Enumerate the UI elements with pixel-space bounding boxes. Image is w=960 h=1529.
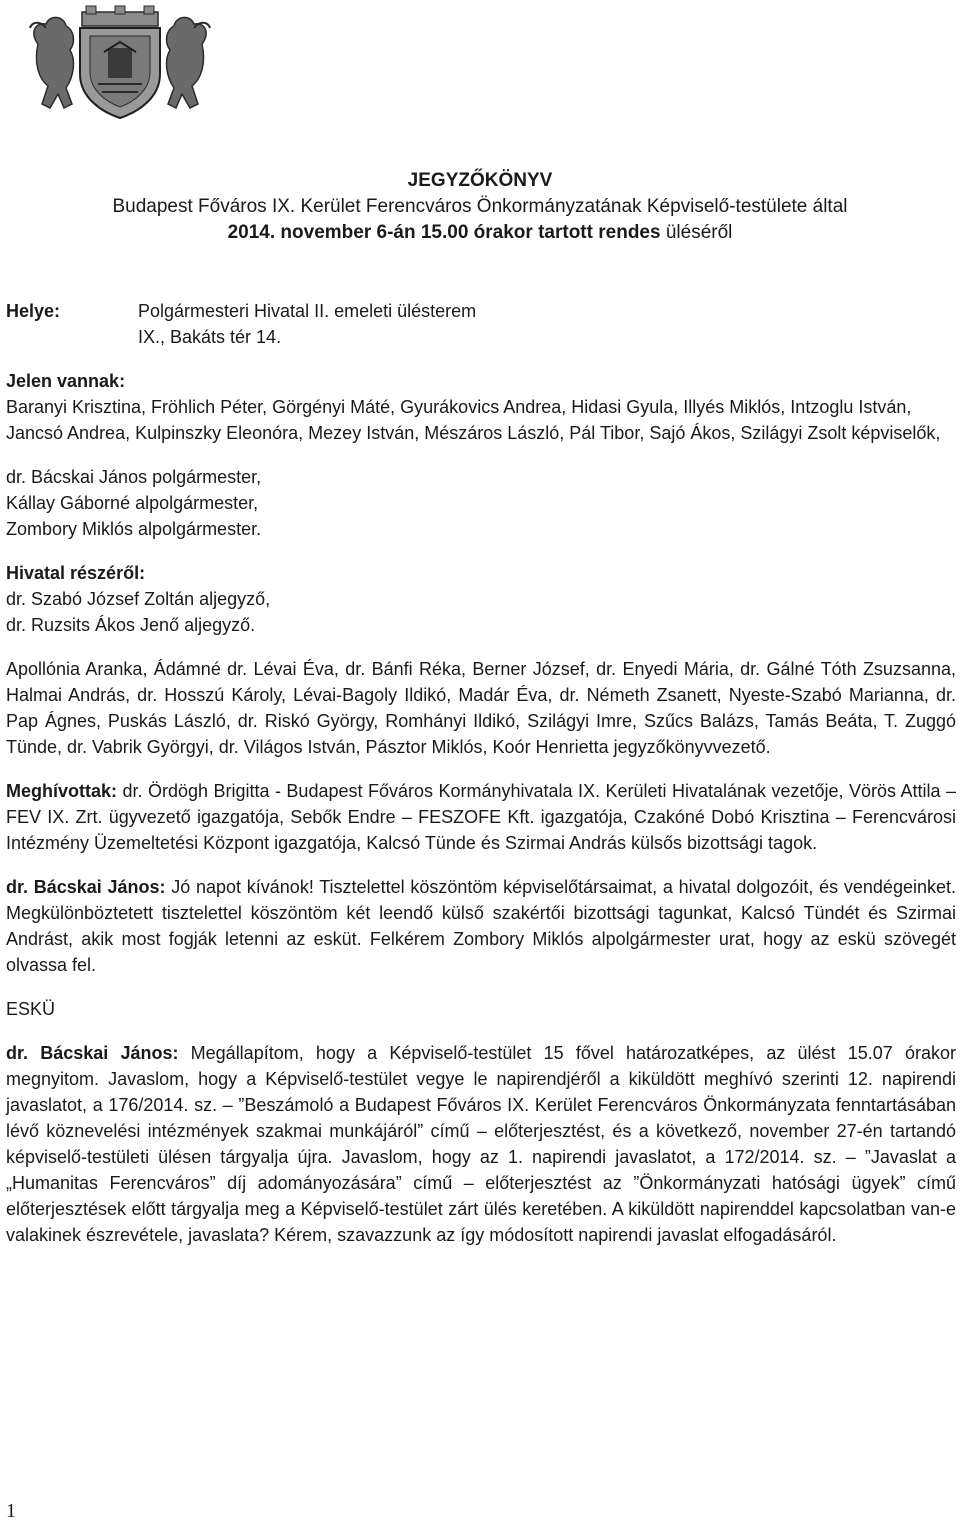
meeting-type: rendes — [598, 222, 661, 243]
location-address — [138, 298, 476, 350]
present-section — [6, 368, 956, 446]
present-label: Jelen vannak: — [6, 371, 126, 391]
speech-1-speaker: dr. Bácskai János: — [6, 877, 166, 897]
clerk-1: dr. Szabó József Zoltán aljegyző, — [6, 589, 271, 609]
speech-1-text: Jó napot kívánok! Tisztelettel köszöntöm képviselőtársaimat, a hivatal dolgozóit, és vendégeinket. Megkülönböztetett tisztelettel köszöntöm két leendő külső szakértői bizottsági tagunkat, Kalcsó Tündét és Szirmai Andrást, akik most fogják letenni az esküt. Felkérem Zombory Miklós alpolgármester urat, hogy az eskü szövegét olvassa fel. — [6, 877, 956, 975]
speech-2-text: Megállapítom, hogy a Képviselő-testület 15 fővel határozatképes, az ülést 15.07 órakor megnyitom. Javaslom, hogy a Képviselő-testület vegye le napirendjéről a kiküldött meghívó szerinti 12. napirendi javaslatot, a 176/2014. sz. – ”Beszámoló a Budapest Főváros IX. Kerület Ferencváros Önkormányzata fenntartásában lévő köznevelési intézmények szakmai munkájáról” című – előterjesztést, és a következő, november 27-én tartandó képviselő-testületi ülésen tárgyalja újra. Javaslom, hogy az 1. napirendi javaslatot, a 172/2014. sz. – ”Javaslat a „Humanitas Ferencváros” díj adományozására” című – előterjesztést az ”Önkormányzati hatósági ügyek” című előterjesztések előtt tárgyalja meg a Képviselő-testület zárt ülés keretében. A kiküldött napirenddel kapcsolatban van-e valakinek észrevétele, javaslata? Kérem, szavazzunk az így módosított napirendi javaslat elfogadásáról. — [6, 1043, 956, 1245]
speech-2-speaker: dr. Bácskai János: — [6, 1043, 179, 1063]
location-block — [6, 298, 956, 350]
invited-section — [6, 778, 956, 856]
oath-heading: ESKÜ — [6, 999, 56, 1019]
speech-1-paragraph — [6, 874, 956, 978]
document-title: JEGYZŐKÖNYV — [407, 170, 553, 191]
staff-list: Apollónia Aranka, Ádámné dr. Lévai Éva, dr. Bánfi Réka, Berner József, dr. Enyedi Mária, dr. Gálné Tóth Zsuzsanna, Halmai András, dr. Hosszú Károly, Lévai-Bagoly Ildikó, Madár Éva, dr. Németh Zsanett, Nyeste-Szabó Marianna, dr. Pap Ágnes, Puskás László, dr. Riskó György, Romhányi Ildikó, Szilágyi Imre, Szűcs Balázs, Tamás Beáta, T. Zuggó Tünde, dr. Vabrik Györgyi, dr. Világos István, Pásztor Miklós, Koór Henrietta jegyzőkönyvvezető. — [6, 659, 956, 757]
clerk-2: dr. Ruzsits Ákos Jenő aljegyző. — [6, 615, 256, 635]
staff-section — [6, 656, 956, 760]
speech-2-section — [6, 1040, 956, 1248]
mayor-line: dr. Bácskai János polgármester, — [6, 467, 262, 487]
meeting-date-line — [0, 220, 960, 246]
coat-of-arms-logo — [20, 4, 220, 122]
location-line-2: IX., Bakáts tér 14. — [138, 327, 282, 347]
leadership-section — [6, 464, 956, 542]
present-members: Baranyi Krisztina, Fröhlich Péter, Görgényi Máté, Gyurákovics Andrea, Hidasi Gyula, Illyés Miklós, Intzoglu István, Jancsó Andrea, Kulpinszky Eleonóra, Mezey István, Mészáros László, Pál Tibor, Sajó Ákos, Szilágyi Zsolt képviselők, — [6, 397, 941, 443]
page-number: 1 — [6, 1500, 16, 1522]
invited-paragraph — [6, 778, 956, 856]
document-subtitle: Budapest Főváros IX. Kerület Ferencváros Önkormányzatának Képviselő-testülete által — [112, 196, 848, 217]
document-header — [0, 168, 960, 246]
location-line-1: Polgármesteri Hivatal II. emeleti ülésterem — [138, 301, 477, 321]
speech-1-section — [6, 874, 956, 978]
oath-section — [6, 996, 956, 1022]
invited-label: Meghívottak: — [6, 781, 118, 801]
meeting-suffix: üléséről — [660, 222, 733, 243]
meeting-date: 2014. november 6-án 15.00 órakor tartott — [227, 222, 599, 243]
speech-2-paragraph — [6, 1040, 956, 1248]
deputy-mayor-2: Zombory Miklós alpolgármester. — [6, 519, 262, 539]
location-label: Helye: — [6, 301, 61, 321]
deputy-mayor-1: Kállay Gáborné alpolgármester, — [6, 493, 259, 513]
document-body — [6, 298, 956, 1248]
office-label: Hivatal részéről: — [6, 563, 146, 583]
invited-text: dr. Ördögh Brigitta - Budapest Főváros Kormányhivatala IX. Kerületi Hivatalának vezetője, Vörös Attila – FEV IX. Zrt. ügyvezető igazgatója, Sebők Endre – FESZOFE Kft. igazgatója, Czakóné Dobó Krisztina – Ferencvárosi Intézmény Üzemeltetési Központ igazgatója, Kalcsó Tünde és Szirmai András külsős bizottsági tagok. — [6, 781, 956, 853]
office-section — [6, 560, 956, 638]
